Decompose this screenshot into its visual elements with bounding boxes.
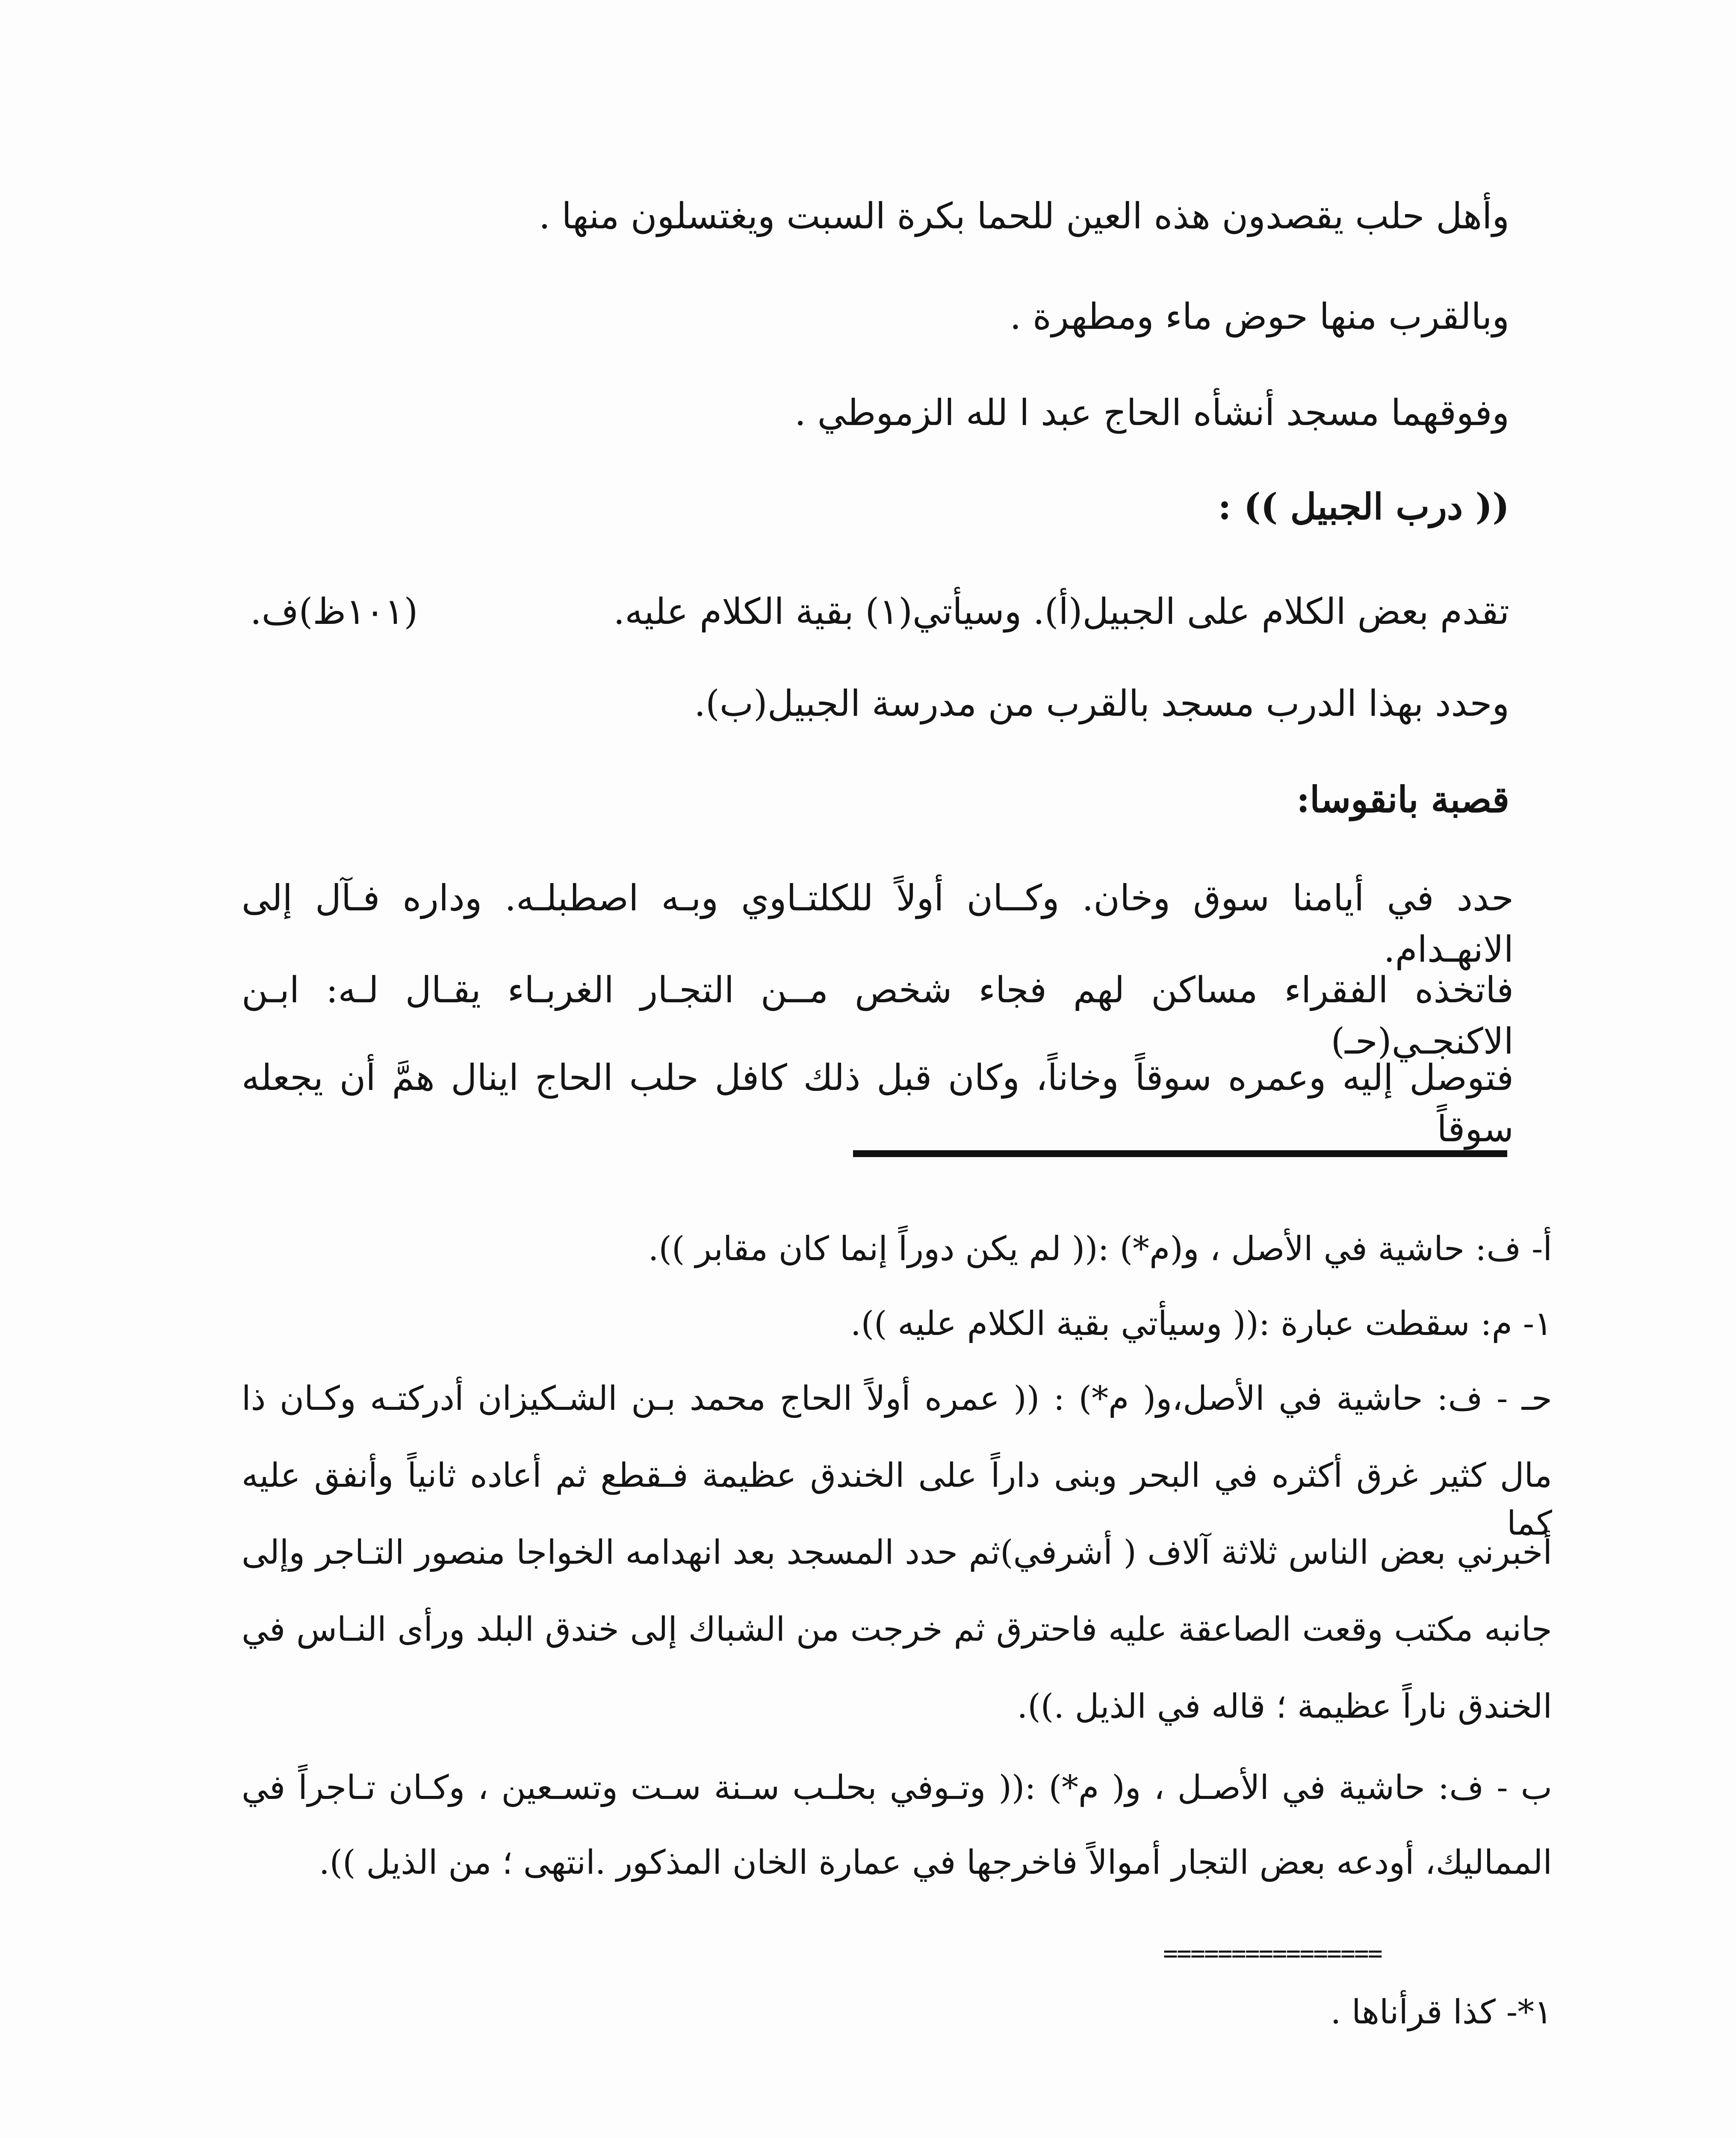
body-line-9: فاتخذه الفقراء مساكن لهم فجاء شخص مــن التجـار الغربـاء يقـال لـه: ابـن الاكنجـي(حـ) <box>242 969 1514 1062</box>
footnote-alif: أ- ف: حاشية في الأصل ، و(م*) :(( لم يكن دوراً إنما كان مقابر )). <box>648 1230 1552 1268</box>
footnote-ha-line-5: الخندق ناراً عظيمة ؛ قاله في الذيل .)). <box>1017 1687 1552 1726</box>
footnote-ba-line-2: المماليك، أودعه بعض التجار أموالاً فاخرجها في عمارة الخان المذكور .انتهى ؛ من الذيل )). <box>319 1843 1552 1882</box>
body-line-10: فتوصل إليه وعمره سوقاً وخاناً، وكان قبل ذلك كافل حلب الحاج اينال همَّ أن يجعله سوقاً <box>242 1057 1514 1150</box>
footnote-divider <box>853 1150 1507 1157</box>
section-heading-darb-al-jubayl: (( درب الجبيل )) : <box>1218 485 1509 528</box>
body-line-1: وأهل حلب يقصدون هذه العين للحما بكرة السبت ويغتسلون منها . <box>539 195 1509 237</box>
footnote-1: ١- م: سقطت عبارة :(( وسيأتي بقية الكلام عليه )). <box>850 1305 1552 1343</box>
section-heading-qasabat-banqusa: قصبة بانقوسا: <box>1296 778 1509 821</box>
footnote-star-1: ١*- كذا قرأناها . <box>1330 1993 1552 2032</box>
body-line-2: وبالقرب منها حوض ماء ومطهرة . <box>1010 295 1509 337</box>
footnote-ha-line-1: حـ - ف: حاشية في الأصل،و( م*) : (( عمره أولاً الحاج محمد بـن الشـكيزان أدركتـه وكـان ذا <box>242 1379 1552 1418</box>
body-line-3: وفوقهما مسجد أنشأه الحاج عبد ا لله الزموطي . <box>794 392 1509 434</box>
footnote-ha-line-2: مال كثير غرق أكثره في البحر وبنى داراً على الخندق عظيمة فـقطع ثم أعاده ثانياً وأنفق عليه كما <box>242 1456 1552 1543</box>
footnote-ha-line-4: جانبه مكتب وقعت الصاعقة عليه فاحترق ثم خرجت من الشباك إلى خندق البلد ورأى النـاس في <box>242 1610 1552 1649</box>
equals-separator: ================ <box>1163 1939 1382 1968</box>
footnote-ha-line-3: أخبرني بعض الناس ثلاثة آلاف ( أشرفي)ثم حدد المسجد بعد انهدامه الخواجا منصور التـاجر وإلى <box>242 1533 1552 1572</box>
body-line-5: تقدم بعض الكلام على الجبيل(أ). وسيأتي(١) بقية الكلام عليه. <box>613 591 1509 632</box>
marginal-folio-note: (١٠١ظ)ف. <box>250 591 418 632</box>
footnote-ba-line-1: ب - ف: حاشية في الأصـل ، و( م*) :(( وتـوفي بحلـب سـنة سـت وتسـعين ، وكـان تـاجراً في <box>242 1769 1552 1807</box>
body-line-6: وحدد بهذا الدرب مسجد بالقرب من مدرسة الجبيل(ب). <box>694 682 1509 724</box>
body-line-8: حدد في أيامنا سوق وخان. وكــان أولاً للكلتـاوي وبـه اصطبلـه. وداره فـآل إلى الانهـدام. <box>242 877 1514 970</box>
